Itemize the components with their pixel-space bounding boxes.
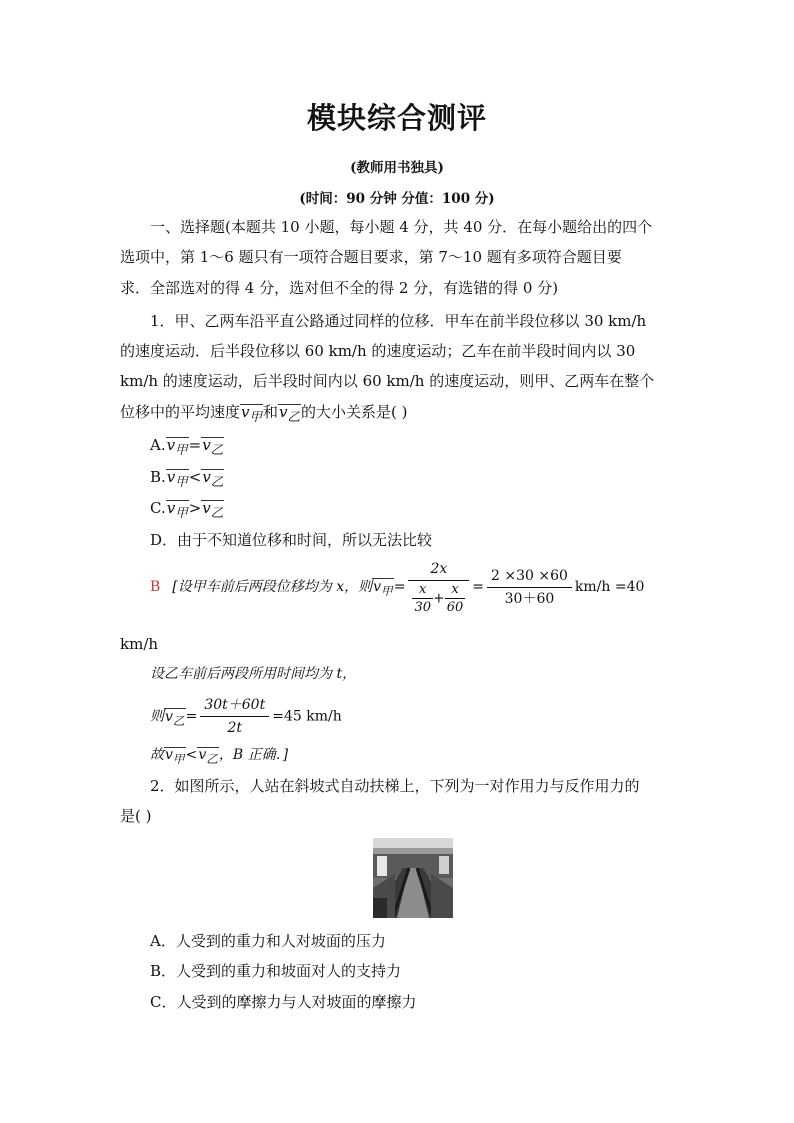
- fraction: $\frac{2 \times 30 \times 60}{30+60}$: [487, 565, 572, 610]
- q1-line-2: 的速度运动．后半段位移以 60 km/h 的速度运动；乙车在前半段时间内以 30: [120, 342, 636, 360]
- q1-option-c: $C.v_甲>v_乙$: [150, 498, 680, 523]
- section-intro-line-1: 一、选择题(本题共 10 小题，每小题 4 分，共 40 分．在每小题给出的四个: [150, 218, 653, 236]
- avg-velocity-symbol: $v_乙$: [278, 402, 301, 427]
- subtitle: (教师用书独具): [350, 160, 444, 176]
- q2-line-1: 2．如图所示，人站在斜坡式自动扶梯上，下列为一对作用力与反作用力的: [150, 777, 640, 795]
- q1-answer-unit: km/h: [120, 635, 159, 653]
- q2-option-b: B．人受到的重力和坡面对人的支持力: [150, 962, 402, 980]
- section-intro-line-3: 求．全部选对的得 4 分，选对但不全的得 2 分，有选错的得 0 分): [120, 279, 559, 297]
- page-title: 模块综合测评: [306, 101, 487, 135]
- q1-answer-line-4: 故$v_甲<v_乙$，B 正确．]: [150, 745, 680, 769]
- q1-line-1: 1．甲、乙两车沿平直公路通过同样的位移．甲车在前半段位移以 30 km/h: [150, 312, 647, 330]
- avg-velocity-symbol: $v_甲$: [240, 402, 263, 427]
- q1-answer-line-3: 则$v_乙=$ $\frac{30t+60t}{2t}$ =45 km/h: [150, 694, 680, 739]
- q1-option-b: $B.v_甲<v_乙$: [150, 467, 680, 492]
- fraction: $\frac{30t+60t}{2t}$: [200, 694, 269, 739]
- escalator-photo: [373, 838, 453, 918]
- section-intro-line-2: 选项中，第 1～6 题只有一项符合题目要求，第 7～10 题有多项符合题目要: [120, 248, 622, 266]
- q1-line-4: 位移中的平均速度$v_甲$和$v_乙$的大小关系是( ): [120, 402, 680, 427]
- q2-line-2: 是( ): [120, 807, 152, 825]
- q1-answer-line-2: 设乙车前后两段所用时间均为 t，: [150, 666, 357, 682]
- time-score-line: (时间：90 分钟 分值：100 分): [299, 191, 495, 207]
- q2-option-a: A．人受到的重力和人对坡面的压力: [150, 932, 386, 950]
- q1-line-3: km/h 的速度运动，后半段时间内以 60 km/h 的速度运动，则甲、乙两车在整个: [120, 372, 655, 390]
- q2-option-c: C．人受到的摩擦力与人对坡面的摩擦力: [150, 993, 417, 1011]
- answer-letter: B: [150, 579, 161, 595]
- q1-option-d: D．由于不知道位移和时间，所以无法比较: [150, 531, 433, 549]
- q1-answer-line-1: B [设甲车前后两段位移均为 x，则$v_甲=$ 2x $\frac{x}{30}$ + $\frac{x}{60}$ = $\frac{2 \times 30 \times 60}{30+60}$ km/h =40: [150, 558, 680, 616]
- q1-option-a: $A.v_甲=v_乙$: [150, 435, 680, 460]
- fraction: 2x $\frac{x}{30}$ + $\frac{x}{60}$: [408, 558, 469, 616]
